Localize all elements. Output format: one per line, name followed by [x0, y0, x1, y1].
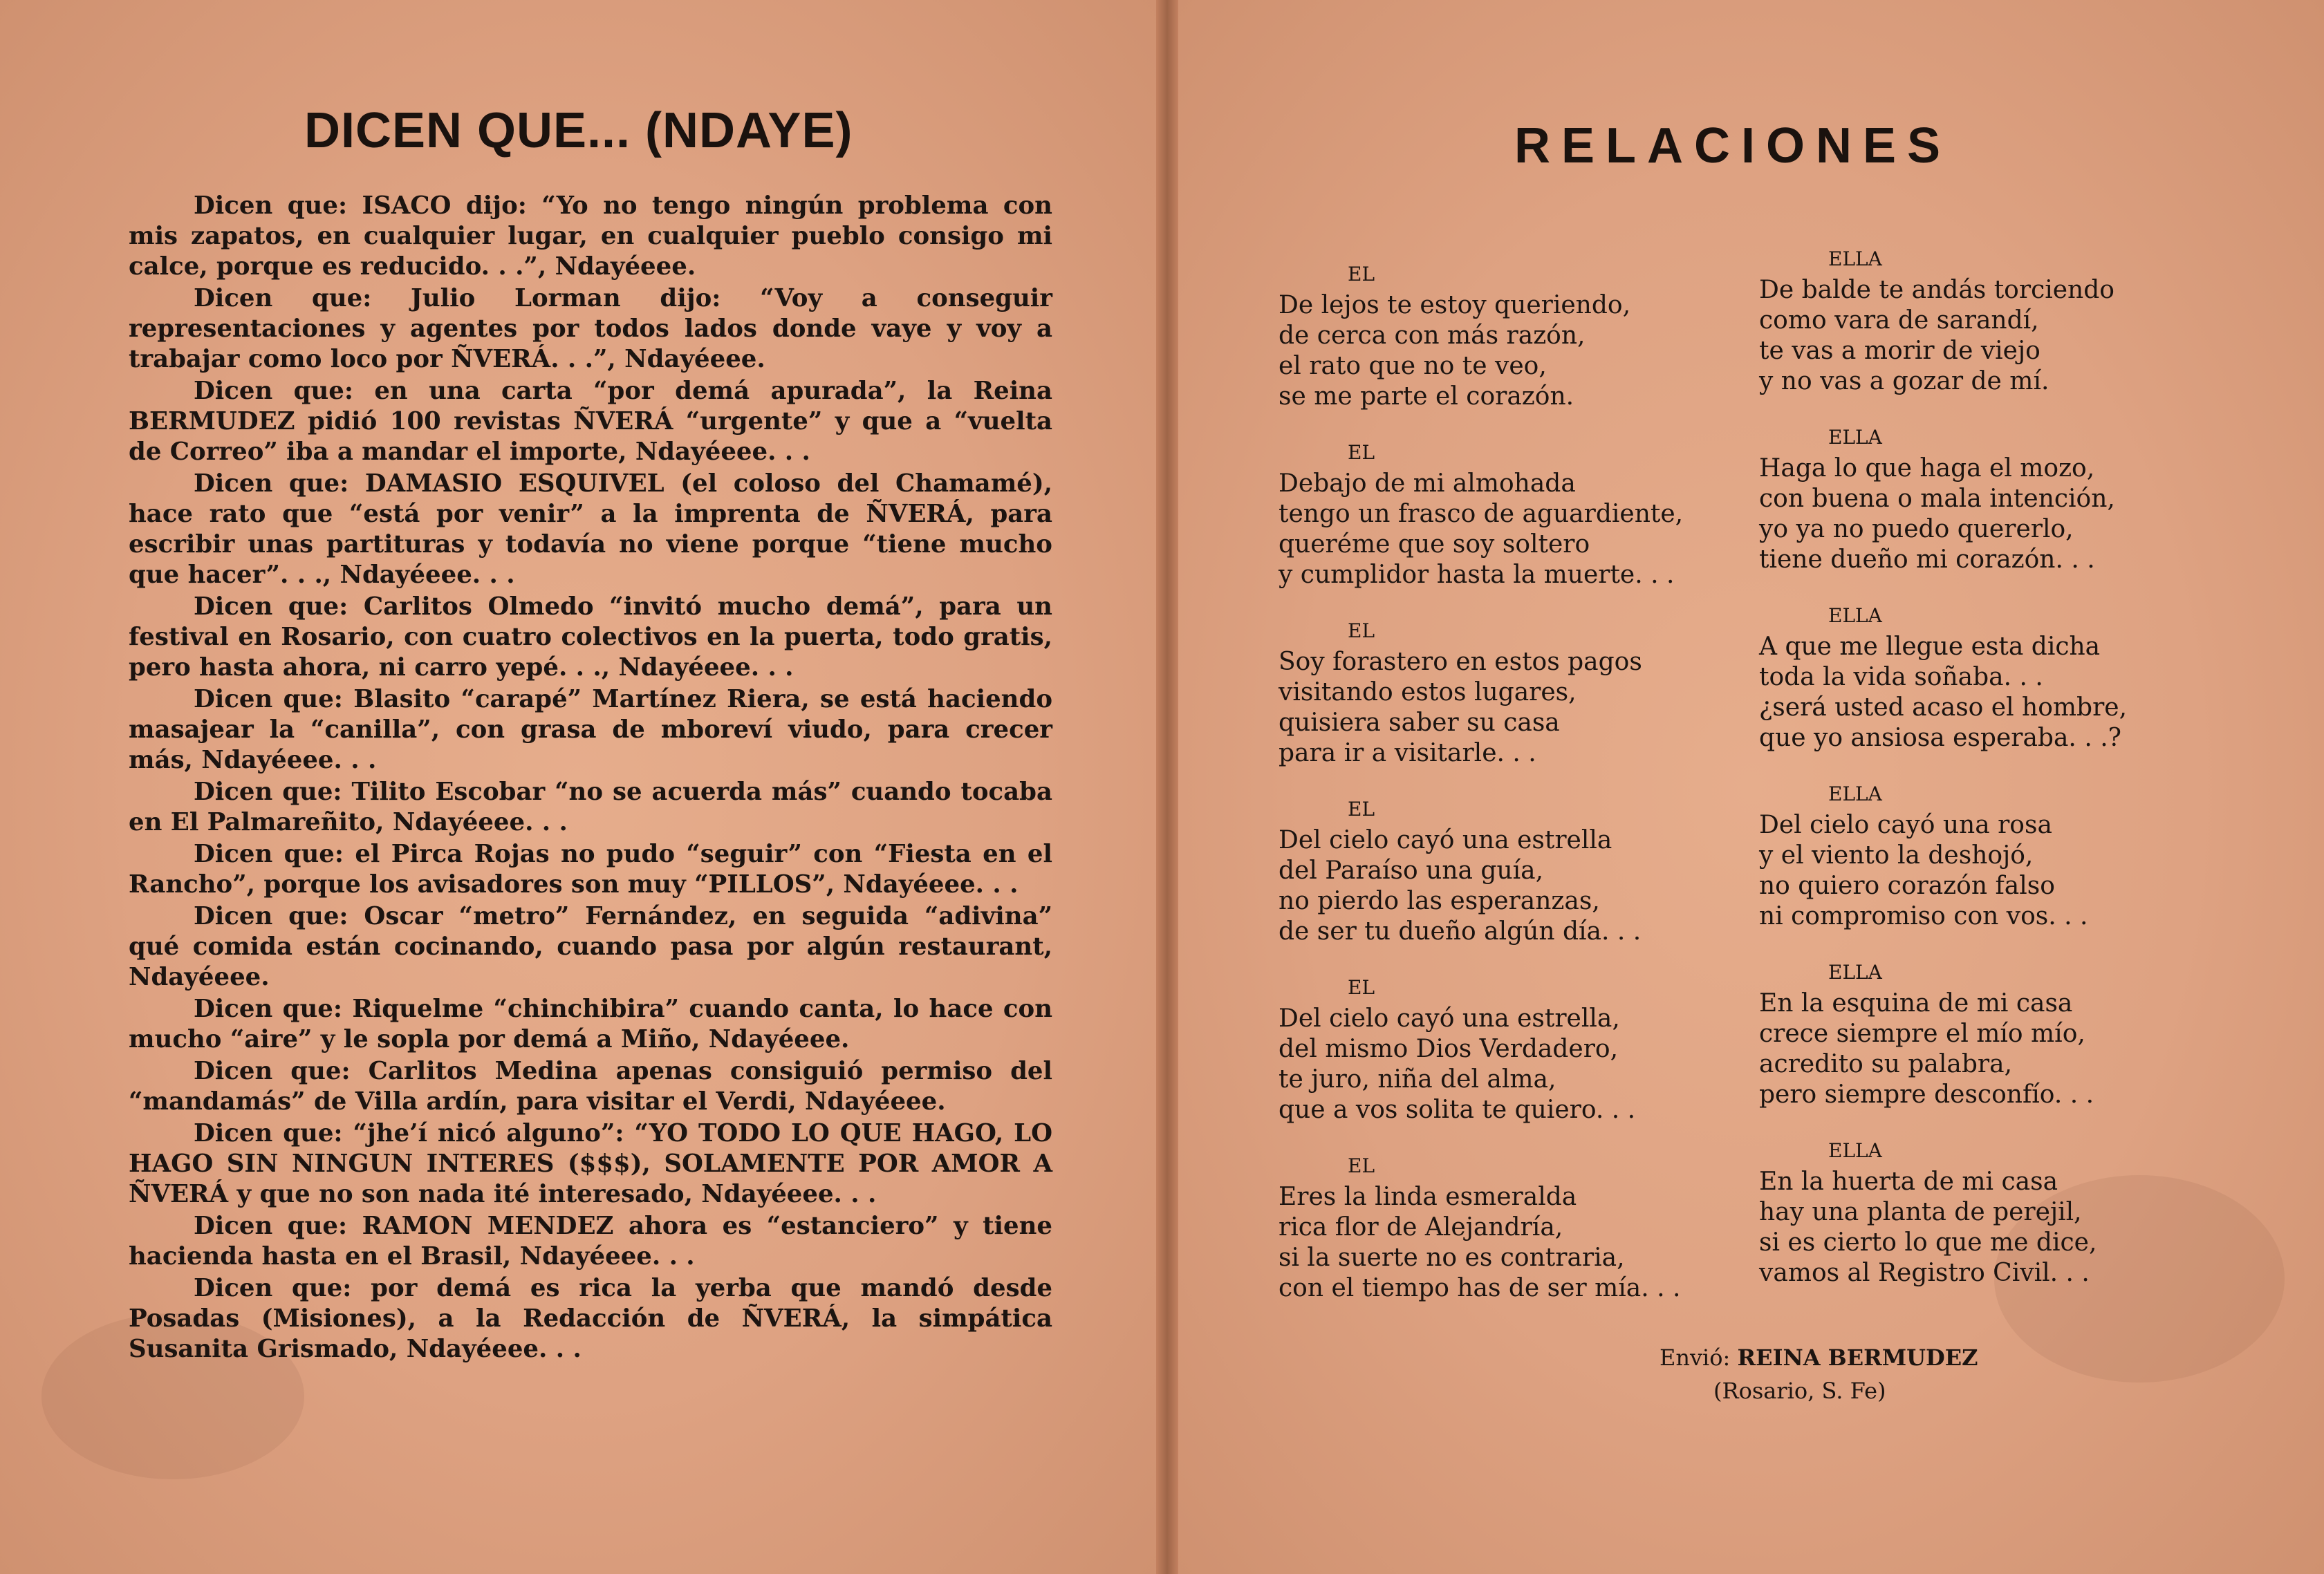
credit-line — [1660, 1341, 1978, 1374]
credit-name: REINA BERMUDEZ — [1737, 1345, 1978, 1371]
paragraph: Dicen que: el Pirca Rojas no pudo “seguir” con “Fiesta en el Rancho”, porque los avisadores son muy “PILLOS”, Ndayéeee. . . — [129, 840, 1052, 899]
verse-line: tengo un frasco de aguardiente, — [1279, 500, 1684, 528]
verse-line: Eres la linda esmeralda — [1279, 1183, 1577, 1211]
verse-line: te juro, niña del alma, — [1279, 1065, 1556, 1094]
verse-line: yo ya no puedo quererlo, — [1759, 515, 2074, 543]
ella-column — [1759, 246, 2243, 1316]
credit-prefix: Envió: — [1660, 1345, 1731, 1371]
verse-line: Del cielo cayó una estrella — [1279, 826, 1612, 854]
verse-line: ni compromiso con vos. . . — [1759, 902, 2088, 930]
verse-line: que yo ansiosa esperaba. . .? — [1759, 724, 2121, 752]
speaker-label: EL — [1348, 263, 1375, 285]
speaker-label: ELLA — [1828, 426, 1882, 449]
left-page-title: DICEN QUE... (NDAYE) — [304, 103, 853, 158]
verse-line: De balde te andás torciendo — [1759, 276, 2114, 304]
verse-line: De lejos te estoy queriendo, — [1279, 291, 1631, 319]
el-stanza — [1279, 261, 1763, 440]
verse-line: quisiera saber su casa — [1279, 709, 1560, 737]
verse-line: no pierdo las esperanzas, — [1279, 887, 1600, 915]
verse-line: con buena o mala intención, — [1759, 485, 2115, 513]
ella-stanza — [1759, 603, 2243, 781]
ella-stanza — [1759, 781, 2243, 959]
paragraph: Dicen que: Carlitos Olmedo “invitó mucho demá”, para un festival en Rosario, con cuatro colectivos en la puerta, todo gratis, pero hasta ahora, ni carro yepé. . ., Ndayéeee. . . — [129, 592, 1052, 682]
paragraph: Dicen que: Carlitos Medina apenas consiguió permiso del “mandamás” de Villa ardín, para visitar el Verdi, Ndayéeee. — [129, 1057, 1052, 1116]
verse-line: del Paraíso una guía, — [1279, 856, 1544, 885]
verse-line: te vas a morir de viejo — [1759, 337, 2041, 365]
verse-line: Haga lo que haga el mozo, — [1759, 454, 2095, 482]
ella-stanza — [1759, 246, 2243, 424]
verse-line: En la huerta de mi casa — [1759, 1168, 2058, 1196]
verse-line: rica flor de Alejandría, — [1279, 1213, 1563, 1242]
el-stanza — [1279, 440, 1763, 618]
verse-line: y el viento la deshojó, — [1759, 841, 2034, 870]
verse-line: toda la vida soñaba. . . — [1759, 663, 2043, 691]
paragraph: Dicen que: Oscar “metro” Fernández, en seguida “adivina” qué comida están cocinando, cuando pasa por algún restaurant, Ndayéeee. — [129, 902, 1052, 991]
paragraph: Dicen que: Tilito Escobar “no se acuerda más” cuando tocaba en El Palmareñito, Ndayéeee. . . — [129, 778, 1052, 836]
right-page — [1178, 0, 2324, 1574]
verse-line: si la suerte no es contraria, — [1279, 1244, 1625, 1272]
el-column — [1279, 261, 1763, 1331]
book-gutter — [1156, 0, 1178, 1574]
paragraph: Dicen que: “jhe’í nicó alguno”: “YO TODO LO QUE HAGO, LO HAGO SIN NINGUN INTERES ($$$), SOLAMENTE POR AMOR A ÑVERÁ y que no son nada ité interesado, Ndayéeee. . . — [129, 1119, 1052, 1208]
speaker-label: ELLA — [1828, 604, 1882, 627]
paragraph: Dicen que: Riquelme “chinchibira” cuando canta, lo hace con mucho “aire” y le sopla por demá a Miño, Ndayéeee. — [129, 995, 1052, 1053]
speaker-label: ELLA — [1828, 961, 1882, 984]
ella-stanza — [1759, 959, 2243, 1138]
verse-line: Debajo de mi almohada — [1279, 469, 1576, 498]
ella-stanza — [1759, 424, 2243, 603]
verse-line: tiene dueño mi corazón. . . — [1759, 545, 2095, 574]
verse-line: vamos al Registro Civil. . . — [1759, 1259, 2090, 1287]
speaker-label: ELLA — [1828, 1139, 1882, 1162]
verse-line: del mismo Dios Verdadero, — [1279, 1035, 1619, 1063]
right-page-title: RELACIONES — [1514, 118, 1952, 174]
paragraph: Dicen que: ISACO dijo: “Yo no tengo ningún problema con mis zapatos, en cualquier lugar, en cualquier pueblo consigo mi calce, porque es reducido. . .”, Ndayéeee. — [129, 191, 1052, 281]
paragraph: Dicen que: en una carta “por demá apurada”, la Reina BERMUDEZ pidió 100 revistas ÑVERÁ “urgente” y que a “vuelta de Correo” iba a mandar el importe, Ndayéeee. . . — [129, 377, 1052, 466]
verse-line: crece siempre el mío mío, — [1759, 1020, 2085, 1048]
verse-line: Del cielo cayó una rosa — [1759, 811, 2052, 839]
el-stanza — [1279, 618, 1763, 796]
paragraph: Dicen que: RAMON MENDEZ ahora es “estanciero” y tiene hacienda hasta en el Brasil, Ndayéeee. . . — [129, 1212, 1052, 1271]
verse-line: de ser tu dueño algún día. . . — [1279, 917, 1642, 946]
paragraph: Dicen que: Blasito “carapé” Martínez Riera, se está haciendo masajear la “canilla”, con grasa de mboreví viudo, para crecer más, Ndayéeee. . . — [129, 685, 1052, 774]
dicen-que-column — [129, 191, 1052, 1366]
el-stanza — [1279, 1153, 1763, 1331]
credit — [1660, 1341, 1978, 1407]
verse-line: para ir a visitarle. . . — [1279, 739, 1536, 767]
verse-line: pero siempre desconfío. . . — [1759, 1080, 2094, 1109]
verse-line: En la esquina de mi casa — [1759, 989, 2073, 1018]
verse-line: Soy forastero en estos pagos — [1279, 648, 1642, 676]
ella-stanza — [1759, 1138, 2243, 1316]
verse-line: con el tiempo has de ser mía. . . — [1279, 1274, 1681, 1302]
verse-line: A que me llegue esta dicha — [1759, 633, 2101, 661]
verse-line: como vara de sarandí, — [1759, 306, 2039, 335]
verse-line: Del cielo cayó una estrella, — [1279, 1004, 1620, 1033]
verse-line: acredito su palabra, — [1759, 1050, 2013, 1078]
speaker-label: EL — [1348, 976, 1375, 999]
speaker-label: EL — [1348, 619, 1375, 642]
speaker-label: EL — [1348, 441, 1375, 464]
el-stanza — [1279, 796, 1763, 975]
paragraph: Dicen que: DAMASIO ESQUIVEL (el coloso del Chamamé), hace rato que “está por venir” a la imprenta de ÑVERÁ, para escribir unas partituras y todavía no viene porque “tiene mucho que hacer”. . ., Ndayéeee. . . — [129, 469, 1052, 589]
credit-location: (Rosario, S. Fe) — [1713, 1378, 1886, 1404]
verse-line: se me parte el corazón. — [1279, 382, 1574, 411]
verse-line: ¿será usted acaso el hombre, — [1759, 693, 2128, 722]
verse-line: hay una planta de perejil, — [1759, 1198, 2082, 1226]
verse-line: y cumplidor hasta la muerte. . . — [1279, 561, 1675, 589]
verse-line: que a vos solita te quiero. . . — [1279, 1096, 1636, 1124]
verse-line: el rato que no te veo, — [1279, 352, 1547, 380]
speaker-label: EL — [1348, 798, 1375, 821]
speaker-label: ELLA — [1828, 247, 1882, 270]
el-stanza — [1279, 975, 1763, 1153]
verse-line: no quiero corazón falso — [1759, 872, 2055, 900]
speaker-label: EL — [1348, 1154, 1375, 1177]
paragraph: Dicen que: Julio Lorman dijo: “Voy a conseguir representaciones y agentes por todos lados donde vaye y voy a trabajar como loco por ÑVERÁ. . .”, Ndayéeee. — [129, 284, 1052, 373]
paragraph: Dicen que: por demá es rica la yerba que mandó desde Posadas (Misiones), a la Redacción de ÑVERÁ, la simpática Susanita Grismado, Ndayéeee. . . — [129, 1274, 1052, 1363]
left-page — [0, 0, 1156, 1574]
verse-line: y no vas a gozar de mí. — [1759, 367, 2049, 395]
verse-line: si es cierto lo que me dice, — [1759, 1228, 2097, 1257]
verse-line: queréme que soy soltero — [1279, 530, 1590, 559]
speaker-label: ELLA — [1828, 783, 1882, 805]
verse-line: visitando estos lugares, — [1279, 678, 1577, 706]
verse-line: de cerca con más razón, — [1279, 321, 1586, 350]
